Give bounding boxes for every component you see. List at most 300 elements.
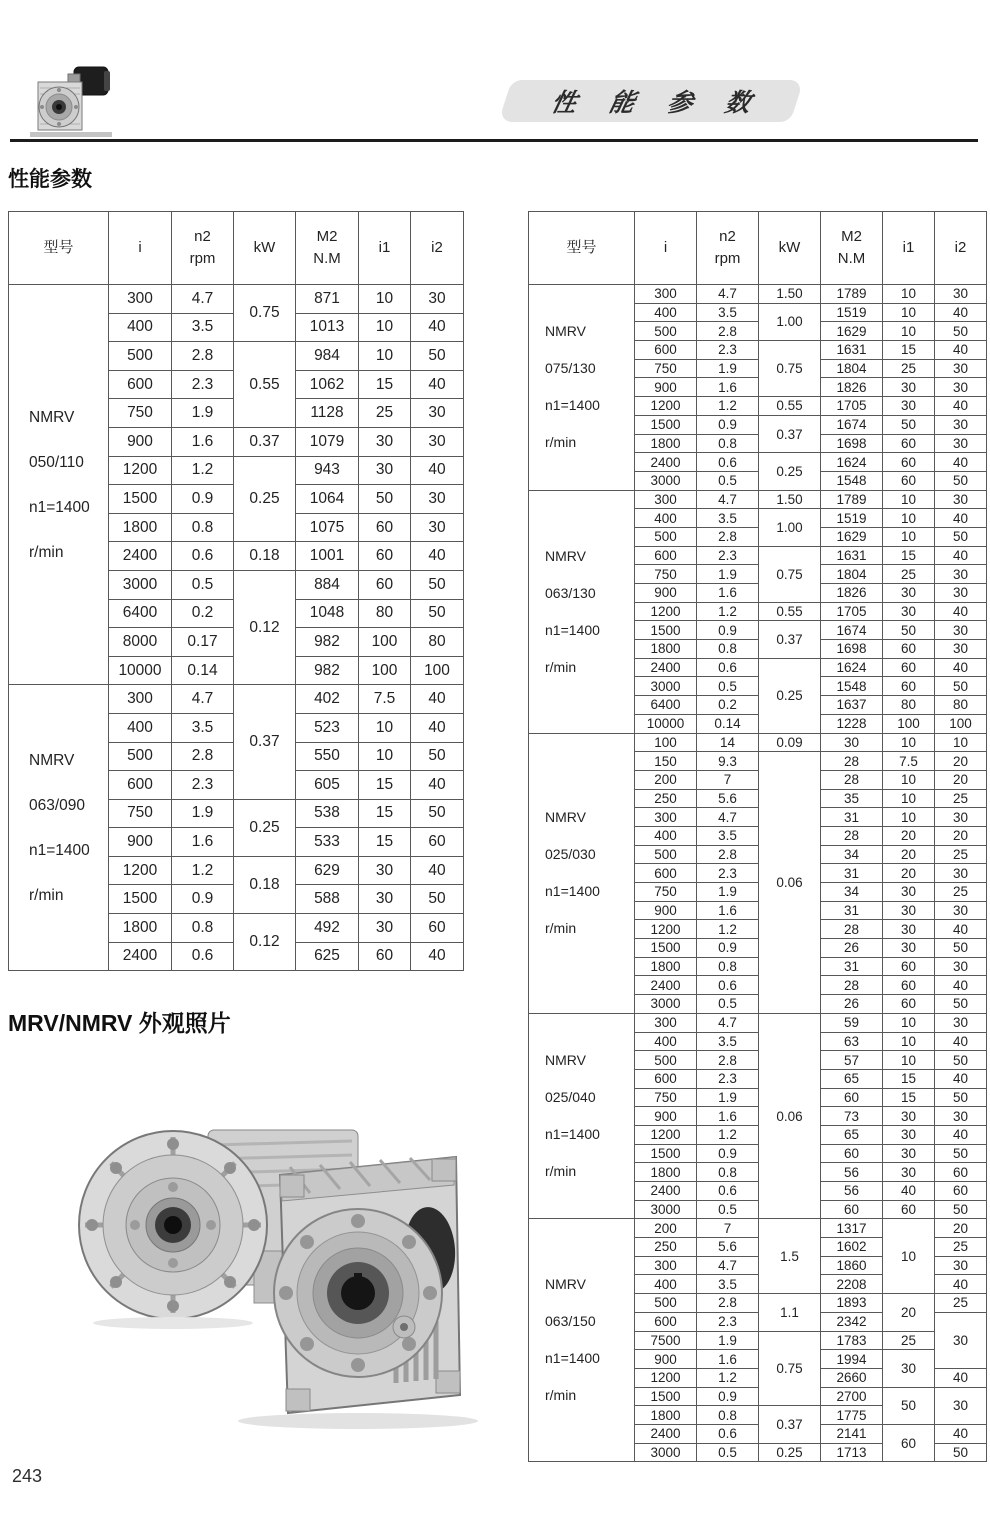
cell-i2: 40 [411,713,464,742]
cell-i: 300 [635,490,697,509]
cell-n2: 4.7 [697,1256,759,1275]
cell-i: 2400 [635,1182,697,1201]
cell-i2: 40 [935,1424,987,1443]
cell-i1: 30 [883,397,935,416]
model-cell: NMRV 063/090 n1=1400 r/min [9,685,109,971]
cell-kw: 1.00 [759,303,821,340]
cell-i2: 60 [411,828,464,857]
cell-m2: 588 [296,885,359,914]
cell-i2: 50 [935,1051,987,1070]
cell-n2: 3.5 [697,509,759,528]
cell-n2: 5.6 [697,1238,759,1257]
cell-n2: 0.6 [697,1424,759,1443]
cell-i2: 100 [411,656,464,685]
cell-i1: 15 [883,546,935,565]
cell-i: 2400 [635,453,697,472]
cell-i1: 20 [883,864,935,883]
cell-m2: 1804 [821,359,883,378]
cell-m2: 1674 [821,415,883,434]
header-banner [498,80,804,122]
cell-n2: 0.6 [697,976,759,995]
cell-m2: 59 [821,1013,883,1032]
cell-i2: 40 [935,341,987,360]
cell-i1: 60 [883,1200,935,1219]
cell-i1: 30 [359,427,411,456]
cell-n2: 4.7 [172,285,234,314]
cell-i2: 20 [935,752,987,771]
col-header-i1: i1 [883,212,935,285]
cell-n2: 0.5 [172,570,234,599]
cell-i1: 60 [883,640,935,659]
cell-i1: 10 [883,303,935,322]
cell-i: 1200 [635,602,697,621]
cell-n2: 1.9 [697,883,759,902]
cell-i2: 40 [935,397,987,416]
cell-i: 400 [635,509,697,528]
model-cell: NMRV 063/150 n1=1400 r/min [529,1219,635,1462]
col-header-model: 型号 [529,212,635,285]
cell-kw: 0.37 [234,427,296,456]
cell-i2: 50 [935,1200,987,1219]
cell-i1: 7.5 [883,752,935,771]
cell-i2: 100 [935,714,987,733]
cell-i: 300 [635,285,697,304]
cell-m2: 2141 [821,1424,883,1443]
cell-i2: 40 [935,976,987,995]
cell-i1: 15 [359,799,411,828]
cell-kw: 0.75 [759,1331,821,1406]
cell-i2: 30 [935,1387,987,1424]
cell-n2: 0.5 [697,471,759,490]
cell-i2: 60 [411,914,464,943]
cell-i2: 40 [935,1368,987,1387]
cell-m2: 1548 [821,471,883,490]
cell-i1: 100 [359,656,411,685]
cell-i: 2400 [109,542,172,571]
cell-n2: 0.14 [697,714,759,733]
cell-n2: 9.3 [697,752,759,771]
cell-i1: 50 [883,621,935,640]
cell-i2: 30 [935,864,987,883]
cell-m2: 984 [296,342,359,371]
cell-i: 250 [635,789,697,808]
model-cell: NMRV 075/130 n1=1400 r/min [529,285,635,491]
cell-m2: 1629 [821,527,883,546]
cell-n2: 3.5 [697,1032,759,1051]
cell-i: 300 [635,808,697,827]
cell-i2: 50 [411,342,464,371]
cell-n2: 2.8 [172,342,234,371]
cell-m2: 982 [296,628,359,657]
cell-i2: 25 [935,883,987,902]
cell-m2: 1631 [821,546,883,565]
cell-i1: 60 [359,942,411,971]
cell-n2: 0.5 [697,995,759,1014]
cell-i1: 10 [883,1013,935,1032]
cell-i: 400 [635,1032,697,1051]
cell-i2: 30 [935,1013,987,1032]
cell-kw: 0.06 [759,752,821,1014]
cell-n2: 0.8 [697,640,759,659]
photos-section-title: MRV/NMRV 外观照片 [8,1010,231,1036]
cell-i: 1200 [635,397,697,416]
cell-kw: 0.75 [234,285,296,342]
cell-i2: 20 [935,770,987,789]
cell-n2: 7 [697,1219,759,1238]
cell-i1: 80 [359,599,411,628]
cell-i2: 30 [411,513,464,542]
cell-i2: 50 [935,939,987,958]
cell-i1: 10 [883,322,935,341]
cell-i2: 40 [935,509,987,528]
cell-i: 2400 [109,942,172,971]
cell-i1: 25 [883,1331,935,1350]
cell-n2: 1.6 [697,378,759,397]
cell-i1: 60 [359,542,411,571]
cell-m2: 34 [821,845,883,864]
cell-i1: 10 [883,770,935,789]
cell-i1: 60 [883,434,935,453]
cell-i2: 30 [935,378,987,397]
cell-i2: 30 [935,621,987,640]
cell-i1: 10 [883,490,935,509]
cell-i: 900 [109,828,172,857]
cell-m2: 2342 [821,1312,883,1331]
cell-i: 200 [635,1219,697,1238]
cell-i1: 15 [883,1088,935,1107]
cell-kw: 0.06 [759,1013,821,1219]
cell-i: 400 [635,1275,697,1294]
cell-kw: 0.75 [759,546,821,602]
cell-n2: 1.6 [697,584,759,603]
cell-i: 3000 [635,1443,697,1462]
cell-m2: 625 [296,942,359,971]
cell-m2: 1789 [821,285,883,304]
header-row [529,212,987,285]
cell-m2: 1637 [821,696,883,715]
cell-i: 1500 [635,939,697,958]
cell-m2: 31 [821,901,883,920]
cell-n2: 1.2 [172,856,234,885]
cell-n2: 0.9 [697,1387,759,1406]
cell-i1: 60 [883,995,935,1014]
cell-n2: 2.3 [172,370,234,399]
right-params-table [528,211,987,1462]
cell-i: 100 [635,733,697,752]
cell-i2: 30 [935,901,987,920]
cell-i: 250 [635,1238,697,1257]
cell-i: 8000 [109,628,172,657]
cell-m2: 550 [296,742,359,771]
cell-i1: 60 [883,658,935,677]
cell-kw: 1.5 [759,1219,821,1294]
cell-m2: 1674 [821,621,883,640]
cell-i2: 40 [935,546,987,565]
section-title: 性能参数 [8,168,92,191]
cell-m2: 1705 [821,397,883,416]
cell-kw: 1.00 [759,509,821,546]
cell-i: 1800 [635,434,697,453]
cell-i: 600 [109,370,172,399]
cell-m2: 2700 [821,1387,883,1406]
cell-i: 900 [635,378,697,397]
cell-n2: 2.3 [697,341,759,360]
cell-i: 1800 [635,1406,697,1425]
cell-i2: 50 [411,599,464,628]
cell-n2: 2.8 [697,322,759,341]
cell-i2: 50 [935,322,987,341]
col-header-n2: n2 rpm [697,212,759,285]
cell-i2: 50 [411,742,464,771]
cell-kw: 0.09 [759,733,821,752]
cell-i2: 40 [935,1032,987,1051]
cell-i1: 15 [883,1069,935,1088]
cell-i: 300 [109,685,172,714]
cell-m2: 1826 [821,378,883,397]
cell-n2: 2.8 [697,845,759,864]
cell-i2: 30 [935,1256,987,1275]
cell-m2: 1629 [821,322,883,341]
cell-i1: 60 [359,570,411,599]
model-cell: NMRV 025/040 n1=1400 r/min [529,1013,635,1219]
cell-m2: 1624 [821,658,883,677]
cell-i2: 30 [935,1107,987,1126]
col-header-kw: kW [759,212,821,285]
cell-i2: 40 [411,771,464,800]
cell-i2: 40 [411,856,464,885]
cell-n2: 4.7 [697,808,759,827]
cell-i: 1200 [109,456,172,485]
cell-i: 500 [635,1051,697,1070]
cell-m2: 1775 [821,1406,883,1425]
cell-i2: 50 [411,570,464,599]
cell-kw: 0.37 [234,685,296,799]
cell-n2: 2.3 [697,546,759,565]
cell-m2: 26 [821,995,883,1014]
cell-i1: 10 [883,1051,935,1070]
cell-n2: 1.2 [697,1125,759,1144]
cell-kw: 1.50 [759,490,821,509]
gearbox-thumbnail-illustration [30,62,112,140]
cell-m2: 31 [821,864,883,883]
cell-n2: 0.8 [697,1163,759,1182]
cell-m2: 1893 [821,1294,883,1313]
cell-m2: 533 [296,828,359,857]
cell-i: 7500 [635,1331,697,1350]
model-cell: NMRV 025/030 n1=1400 r/min [529,733,635,1013]
cell-i: 500 [635,1294,697,1313]
cell-i2: 40 [411,542,464,571]
cell-i1: 20 [883,826,935,845]
cell-m2: 1062 [296,370,359,399]
cell-m2: 1705 [821,602,883,621]
cell-i2: 30 [935,808,987,827]
cell-n2: 1.6 [172,828,234,857]
cell-m2: 1698 [821,434,883,453]
cell-i: 600 [635,864,697,883]
cell-i: 500 [109,342,172,371]
cell-i2: 30 [935,415,987,434]
cell-i2: 25 [935,789,987,808]
col-header-i: i [635,212,697,285]
cell-i2: 40 [411,942,464,971]
cell-i: 1500 [635,415,697,434]
table-row [9,685,464,714]
cell-m2: 605 [296,771,359,800]
cell-i1: 30 [359,856,411,885]
cell-i1: 10 [359,342,411,371]
cell-i1: 30 [883,920,935,939]
cell-i: 900 [635,1107,697,1126]
cell-n2: 4.7 [172,685,234,714]
cell-n2: 0.6 [697,1182,759,1201]
cell-i1: 30 [883,883,935,902]
cell-i2: 40 [935,602,987,621]
cell-i1: 60 [883,976,935,995]
cell-kw: 0.18 [234,856,296,913]
cell-i1: 30 [883,901,935,920]
cell-i1: 25 [883,359,935,378]
cell-m2: 1064 [296,485,359,514]
cell-m2: 871 [296,285,359,314]
cell-i2: 50 [935,995,987,1014]
cell-m2: 1519 [821,303,883,322]
cell-i1: 100 [359,628,411,657]
cell-i: 900 [635,584,697,603]
cell-n2: 0.9 [697,415,759,434]
cell-n2: 0.14 [172,656,234,685]
cell-i1: 30 [883,602,935,621]
cell-m2: 31 [821,808,883,827]
cell-n2: 3.5 [172,313,234,342]
cell-i: 750 [635,359,697,378]
cell-m2: 28 [821,976,883,995]
cell-n2: 1.6 [172,427,234,456]
cell-n2: 0.6 [172,542,234,571]
cell-n2: 0.9 [697,939,759,958]
cell-i2: 50 [935,677,987,696]
cell-i1: 30 [883,1144,935,1163]
table-row [529,490,987,509]
cell-m2: 1713 [821,1443,883,1462]
cell-m2: 1128 [296,399,359,428]
cell-i: 400 [109,713,172,742]
cell-i1: 15 [883,341,935,360]
cell-i2: 40 [935,658,987,677]
cell-m2: 1994 [821,1350,883,1369]
cell-i: 300 [635,1256,697,1275]
cell-i1: 30 [883,378,935,397]
cell-kw: 0.37 [759,1406,821,1443]
cell-n2: 0.5 [697,677,759,696]
cell-i: 750 [635,1088,697,1107]
cell-i: 2400 [635,1424,697,1443]
cell-m2: 65 [821,1069,883,1088]
cell-i1: 100 [883,714,935,733]
cell-i2: 30 [935,359,987,378]
cell-m2: 492 [296,914,359,943]
cell-i2: 50 [935,1443,987,1462]
cell-i: 1500 [635,1144,697,1163]
cell-m2: 884 [296,570,359,599]
cell-i: 1500 [635,621,697,640]
cell-i1: 10 [359,713,411,742]
cell-i2: 40 [935,1125,987,1144]
cell-kw: 0.55 [759,397,821,416]
cell-m2: 63 [821,1032,883,1051]
cell-n2: 0.8 [697,434,759,453]
cell-i: 750 [109,399,172,428]
cell-n2: 1.2 [172,456,234,485]
cell-i2: 30 [935,490,987,509]
cell-i2: 80 [935,696,987,715]
cell-i1: 50 [359,485,411,514]
cell-i2: 30 [935,285,987,304]
cell-i1: 10 [359,285,411,314]
cell-i2: 40 [411,685,464,714]
cell-i: 3000 [635,1200,697,1219]
cell-n2: 1.9 [172,399,234,428]
cell-i: 200 [635,770,697,789]
cell-i: 1200 [635,920,697,939]
cell-i2: 40 [935,1275,987,1294]
cell-m2: 629 [296,856,359,885]
col-header-i: i [109,212,172,285]
cell-n2: 0.2 [697,696,759,715]
cell-i1: 30 [359,456,411,485]
cell-i: 900 [635,1350,697,1369]
cell-i: 1800 [635,957,697,976]
cell-i1: 60 [883,471,935,490]
cell-n2: 3.5 [697,1275,759,1294]
cell-i: 500 [635,527,697,546]
cell-n2: 0.6 [697,453,759,472]
cell-i: 900 [635,901,697,920]
cell-i2: 40 [411,370,464,399]
cell-m2: 28 [821,752,883,771]
cell-n2: 0.6 [697,658,759,677]
cell-i2: 20 [935,1219,987,1238]
header-row [9,212,464,285]
cell-i1: 60 [883,957,935,976]
cell-i2: 40 [935,1069,987,1088]
cell-n2: 3.5 [172,713,234,742]
cell-m2: 35 [821,789,883,808]
cell-n2: 0.8 [172,914,234,943]
cell-n2: 1.2 [697,1368,759,1387]
cell-i2: 40 [935,920,987,939]
cell-kw: 0.25 [759,1443,821,1462]
col-header-n2: n2 rpm [172,212,234,285]
cell-n2: 1.2 [697,920,759,939]
cell-n2: 3.5 [697,303,759,322]
cell-m2: 28 [821,770,883,789]
cell-n2: 14 [697,733,759,752]
cell-m2: 1624 [821,453,883,472]
cell-m2: 30 [821,733,883,752]
cell-i1: 25 [883,565,935,584]
cell-m2: 26 [821,939,883,958]
cell-i1: 60 [883,677,935,696]
cell-i: 600 [635,341,697,360]
cell-i: 3000 [635,677,697,696]
cell-i2: 50 [411,885,464,914]
cell-n2: 0.9 [697,1144,759,1163]
cell-i2: 30 [411,285,464,314]
cell-kw: 0.37 [759,621,821,658]
cell-i1: 60 [883,453,935,472]
page-number: 243 [12,1466,43,1486]
